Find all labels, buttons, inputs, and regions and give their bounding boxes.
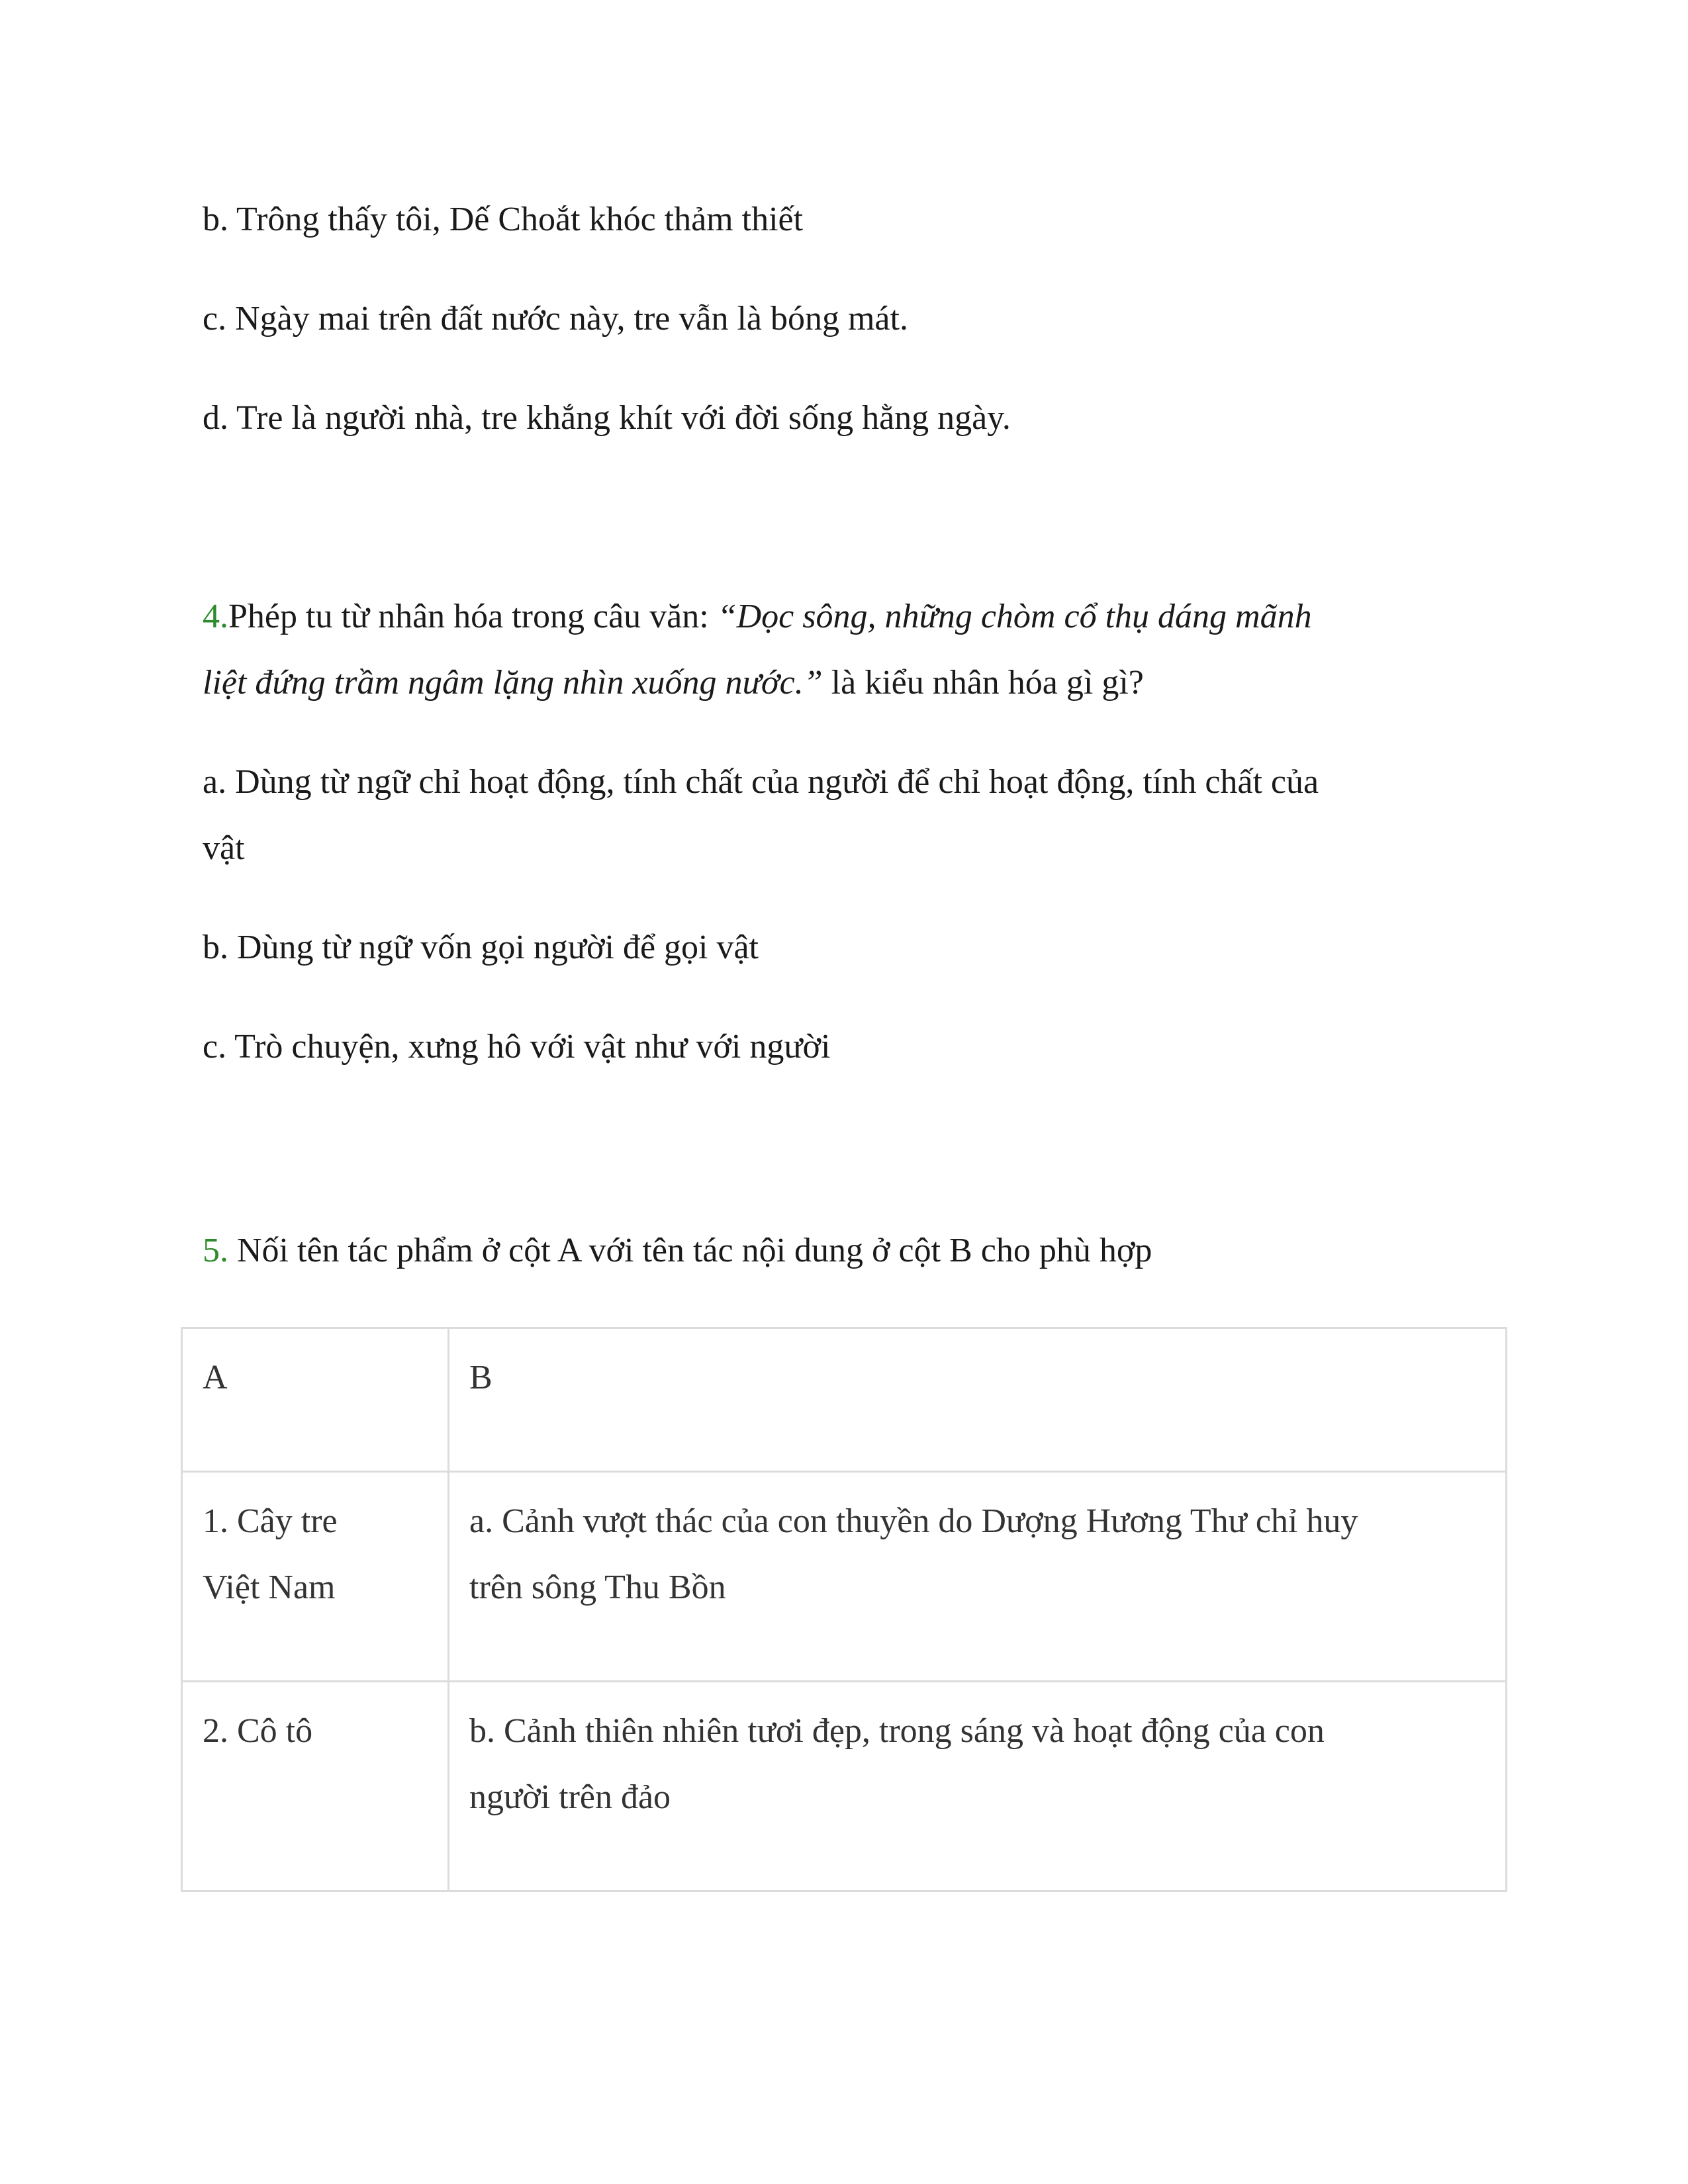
q5-number: 5. — [203, 1232, 228, 1269]
q3-option-d: d. Tre là người nhà, tre khắng khít với đời sống hằng ngày. — [203, 399, 1011, 437]
q4-quote-part1: “Dọc sông, những chòm cổ thụ dáng mãnh — [717, 598, 1312, 635]
q4-option-a-line1: a. Dùng từ ngữ chỉ hoạt động, tính chất của người để chỉ hoạt động, tính chất của — [203, 763, 1319, 801]
row1-cell-b — [449, 1472, 1507, 1682]
q4-question-line1 — [203, 584, 1312, 650]
row2-cell-b — [449, 1682, 1507, 1891]
q4-quote-part2: liệt đứng trầm ngâm lặng nhìn xuống nước.” — [203, 664, 823, 702]
row2-b-line2: người trên đảo — [469, 1778, 671, 1816]
row2-cell-a — [182, 1682, 449, 1891]
row1-b-line1: a. Cảnh vượt thác của con thuyền do Dượng Hương Thư chỉ huy — [469, 1502, 1358, 1540]
q4-option-a-line2: vật — [203, 829, 245, 867]
row2-a-line1: 2. Cô tô — [203, 1712, 313, 1750]
q4-question-line2 — [203, 650, 1144, 716]
table-header-row — [182, 1328, 1507, 1472]
header-cell-a — [182, 1328, 449, 1472]
q3-option-c: c. Ngày mai trên đất nước này, tre vẫn là bóng mát. — [203, 300, 908, 338]
header-b-text: B — [469, 1359, 492, 1396]
q4-tail: là kiểu nhân hóa gì gì? — [822, 664, 1144, 702]
q4-number: 4. — [203, 598, 228, 635]
row1-cell-a — [182, 1472, 449, 1682]
header-a-text: A — [203, 1359, 228, 1396]
q3-option-b: b. Trông thấy tôi, Dế Choắt khóc thảm thiết — [203, 201, 804, 238]
q4-option-c: c. Trò chuyện, xưng hô với vật như với người — [203, 1028, 831, 1066]
q4-prompt: Phép tu từ nhân hóa trong câu văn: — [228, 598, 718, 635]
q5-prompt: Nối tên tác phẩm ở cột A với tên tác nội dung ở cột B cho phù hợp — [228, 1232, 1152, 1269]
row1-b-line2: trên sông Thu Bồn — [469, 1569, 726, 1606]
q5-question — [203, 1218, 1152, 1284]
table-row — [182, 1472, 1507, 1682]
matching-table — [181, 1327, 1507, 1892]
header-cell-b — [449, 1328, 1507, 1472]
row1-a-line1: 1. Cây tre — [203, 1502, 338, 1540]
row1-a-line2: Việt Nam — [203, 1569, 336, 1606]
q4-option-b: b. Dùng từ ngữ vốn gọi người để gọi vật — [203, 929, 759, 966]
table-row — [182, 1682, 1507, 1891]
row2-b-line1: b. Cảnh thiên nhiên tươi đẹp, trong sáng và hoạt động của con — [469, 1712, 1325, 1750]
